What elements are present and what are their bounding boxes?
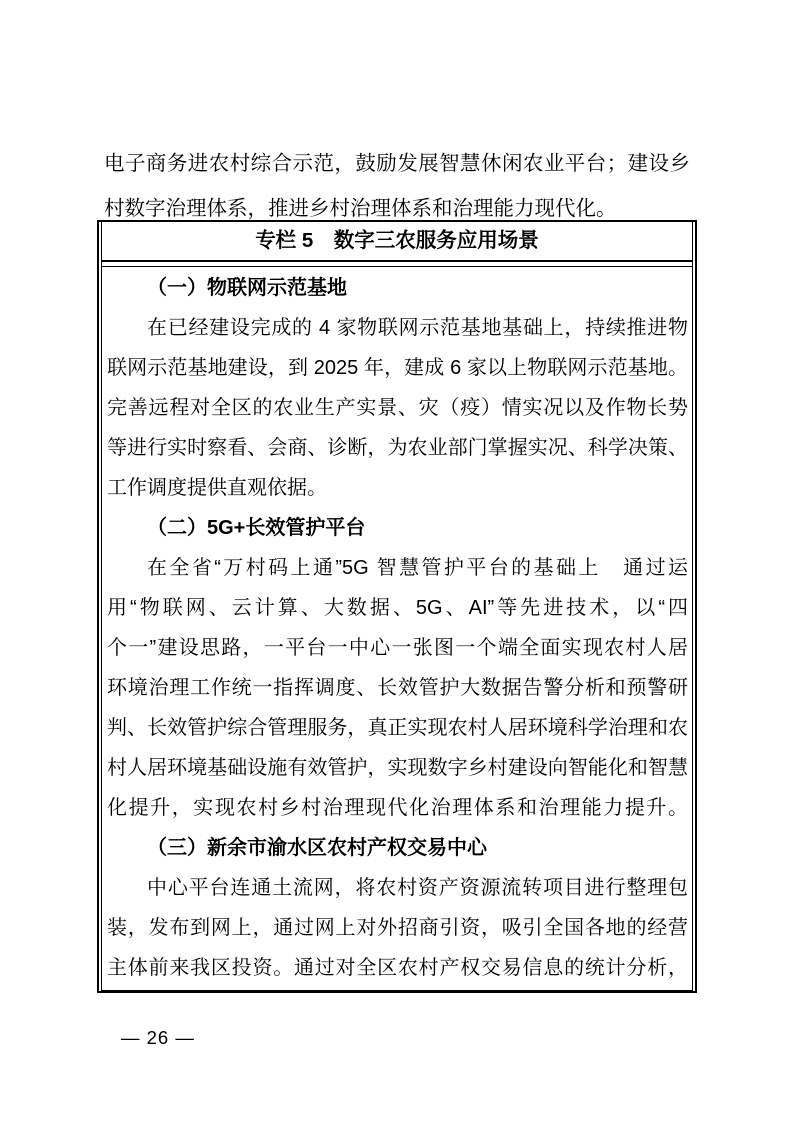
text-line: 化提升，实现农村乡村治理现代化治理体系和治理能力提升。 xyxy=(107,797,688,819)
section-heading: （一）物联网示范基地 xyxy=(147,277,347,299)
text-line: 个一”建设思路，一平台一中心一张图一个端全面实现农村人居 xyxy=(107,637,688,659)
text-line: 村数字治理体系，推进乡村治理体系和治理能力现代化。 xyxy=(104,197,617,220)
text-line: 完善远程对全区的农业生产实景、灾（疫）情实况以及作物长势 xyxy=(107,397,688,419)
text-line: 在已经建设完成的 4 家物联网示范基地基础上，持续推进物 xyxy=(147,317,688,339)
intro-paragraph xyxy=(104,141,690,231)
text-line: 装，发布到网上，通过网上对外招商引资，吸引全国各地的经营 xyxy=(107,917,688,939)
text-line: 用“物联网、云计算、大数据、5G、AI”等先进技术，以“四 xyxy=(107,597,688,619)
box-body xyxy=(102,266,692,990)
text-line: 村人居环境基础设施有效管护，实现数字乡村建设向智能化和智慧 xyxy=(107,757,688,779)
section-heading: （二）5G+长效管护平台 xyxy=(147,517,366,539)
feature-box xyxy=(97,220,697,993)
section-heading: （三）新余市渝水区农村产权交易中心 xyxy=(147,837,487,859)
page-number: — 26 — xyxy=(121,1027,195,1048)
text-line: 在全省“万村码上通”5G 智慧管护平台的基础上 通过运 xyxy=(147,557,688,579)
text-line: 工作调度提供直观依据。 xyxy=(107,477,327,499)
text-line: 中心平台连通土流网，将农村资产资源流转项目进行整理包 xyxy=(147,877,688,899)
feature-box-inner xyxy=(101,222,693,991)
text-line: 环境治理工作统一指挥调度、长效管护大数据告警分析和预警研 xyxy=(107,677,688,699)
box-title: 专栏 5 数字三农服务应用场景 xyxy=(102,222,692,262)
text-line: 主体前来我区投资。通过对全区农村产权交易信息的统计分析， xyxy=(107,957,688,979)
text-line: 联网示范基地建设，到 2025 年，建成 6 家以上物联网示范基地。 xyxy=(107,357,688,379)
text-line: 电子商务进农村综合示范，鼓励发展智慧休闲农业平台；建设乡 xyxy=(104,152,690,175)
text-line: 等进行实时察看、会商、诊断，为农业部门掌握实况、科学决策、 xyxy=(107,437,688,459)
text-line: 判、长效管护综合管理服务，真正实现农村人居环境科学治理和农 xyxy=(107,717,688,739)
